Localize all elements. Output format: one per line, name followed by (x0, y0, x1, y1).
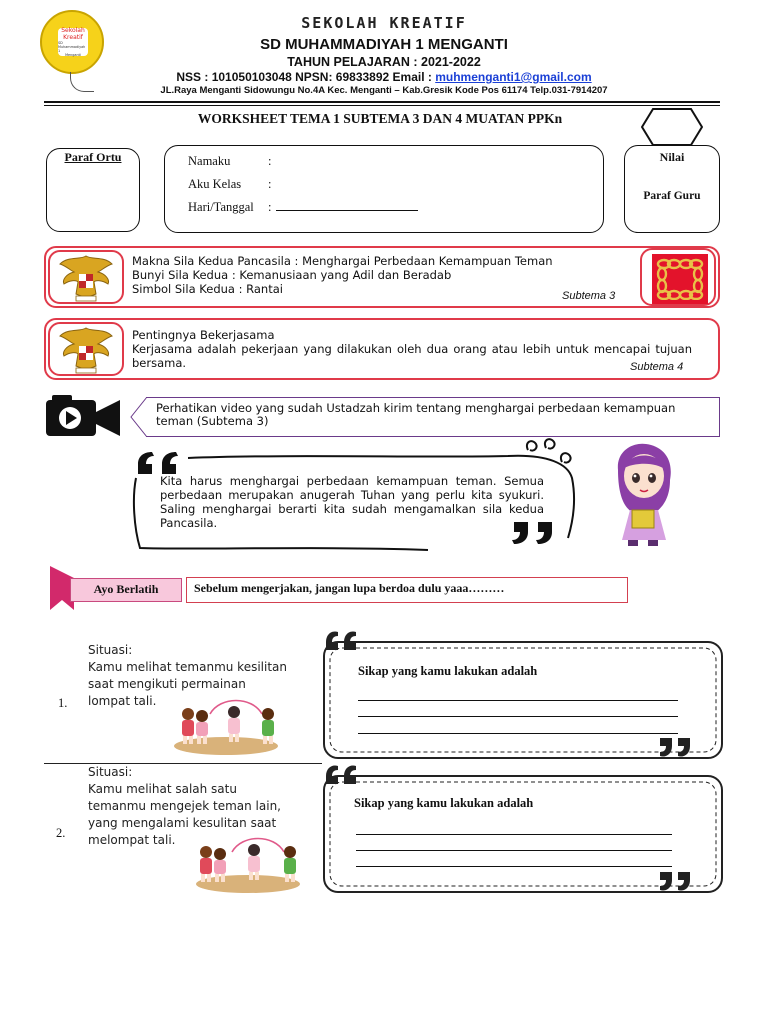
subtema4-body: Kerjasama adalah pekerjaan yang dilakukan oleh dua orang atau lebih untuk mencapai tujuan bersama. (132, 342, 692, 370)
hexagon-shape (641, 108, 703, 146)
answer-line[interactable] (358, 716, 678, 717)
school-ids (0, 70, 768, 84)
exercise-number: 2. (56, 826, 66, 840)
situation-line: temanmu mengejek teman lain, (88, 799, 281, 813)
school-address: JL.Raya Menganti Sidowungu No.4A Kec. Menganti – Kab.Gresik Kode Pos 61174 Telp.031-7914207 (160, 85, 608, 96)
logo-text: SD Muhammadiyah 1 (58, 41, 86, 53)
exercise-divider (44, 763, 322, 764)
video-camera-icon (44, 394, 122, 440)
subtema3-tag: Subtema 3 (562, 290, 616, 302)
situation-line: Kamu melihat temanmu kesilitan (88, 660, 288, 674)
sila-wording: Bunyi Sila Kedua : Kemanusiaan yang Adil dan Beradab (132, 268, 452, 282)
exercise-number: 1. (58, 696, 68, 710)
answer-line[interactable] (356, 866, 672, 867)
answer-frame-2 (316, 762, 730, 902)
garuda-pancasila-icon (54, 322, 118, 376)
situation-line: saat mengikuti permainan (88, 677, 246, 691)
ayo-berlatih-label: Ayo Berlatih (93, 582, 159, 596)
school-name: SD MUHAMMADIYAH 1 MENGANTI (260, 36, 508, 53)
parent-signature-label: Paraf Ortu (64, 150, 122, 164)
answer-line[interactable] (358, 700, 678, 701)
header-divider (44, 101, 720, 103)
situation-line: lompat tali. (88, 694, 157, 708)
class-label: Aku Kelas (188, 177, 242, 191)
sila-meaning: Makna Sila Kedua Pancasila : Menghargai Perbedaan Kemampuan Teman (132, 254, 553, 268)
name-label: Namaku (188, 154, 231, 168)
answer-line[interactable] (358, 733, 678, 734)
chain-symbol-frame (640, 248, 716, 306)
hijab-girl-illustration (604, 440, 682, 548)
situation-line: Kamu melihat salah satu (88, 782, 237, 796)
class-colon: : (268, 177, 272, 191)
date-label: Hari/Tanggal (188, 200, 254, 214)
situation-label: Situasi: (88, 643, 133, 657)
chain-icon (656, 258, 704, 300)
answer-prompt: Sikap yang kamu lakukan adalah (354, 796, 534, 810)
subtema4-title: Pentingnya Bekerjasama (132, 328, 275, 342)
quote-text: Kita harus menghargai perbedaan kemampuan teman. Semua perbedaan merupakan anugerah Tuhan yang perlu kita syukuri. Saling menghargai berarti kita sudah mengamalkan sila kedua Pancasila. (160, 474, 544, 530)
situation-label: Situasi: (88, 765, 133, 779)
answer-frame-1 (316, 628, 730, 768)
jump-rope-kids-illustration (192, 830, 304, 894)
video-instruction: Perhatikan video yang sudah Ustadzah kirim tentang menghargai perbedaan kemampuan teman (Subtema 3) (156, 401, 676, 428)
situation-line: yang mengalami kesulitan saat (88, 816, 277, 830)
email-link[interactable]: muhmenganti1@gmail.com (435, 70, 592, 84)
academic-year: TAHUN PELAJARAN : 2021-2022 (287, 55, 481, 69)
answer-line[interactable] (356, 850, 672, 851)
garuda-pancasila-icon (54, 250, 118, 304)
video-box-pointer (130, 397, 148, 437)
subtema4-tag: Subtema 4 (630, 361, 684, 373)
prayer-reminder: Sebelum mengerjakan, jangan lupa berdoa dulu yaaa……… (194, 581, 505, 595)
situation-line: melompat tali. (88, 833, 176, 847)
school-ids-text: NSS : 101050103048 NPSN: 69833892 Email : (176, 70, 436, 84)
date-colon: : (268, 200, 272, 214)
answer-prompt: Sikap yang kamu lakukan adalah (358, 664, 538, 678)
logo-text: Menganti (65, 53, 81, 57)
worksheet-title: WORKSHEET TEMA 1 SUBTEMA 3 DAN 4 MUATAN PPKn (197, 111, 563, 126)
name-colon: : (268, 154, 272, 168)
header-divider-thin (44, 105, 720, 106)
date-field[interactable] (276, 210, 418, 211)
grade-label: Nilai (659, 150, 685, 164)
teacher-signature-label: Paraf Guru (643, 190, 701, 202)
school-tagline: SEKOLAH KREATIF (301, 14, 467, 32)
logo-text: Sekolah (61, 27, 85, 34)
sila-symbol: Simbol Sila Kedua : Rantai (132, 282, 283, 296)
logo-text: Kreatif (63, 34, 83, 41)
jump-rope-kids-illustration (170, 692, 282, 756)
answer-line[interactable] (356, 834, 672, 835)
